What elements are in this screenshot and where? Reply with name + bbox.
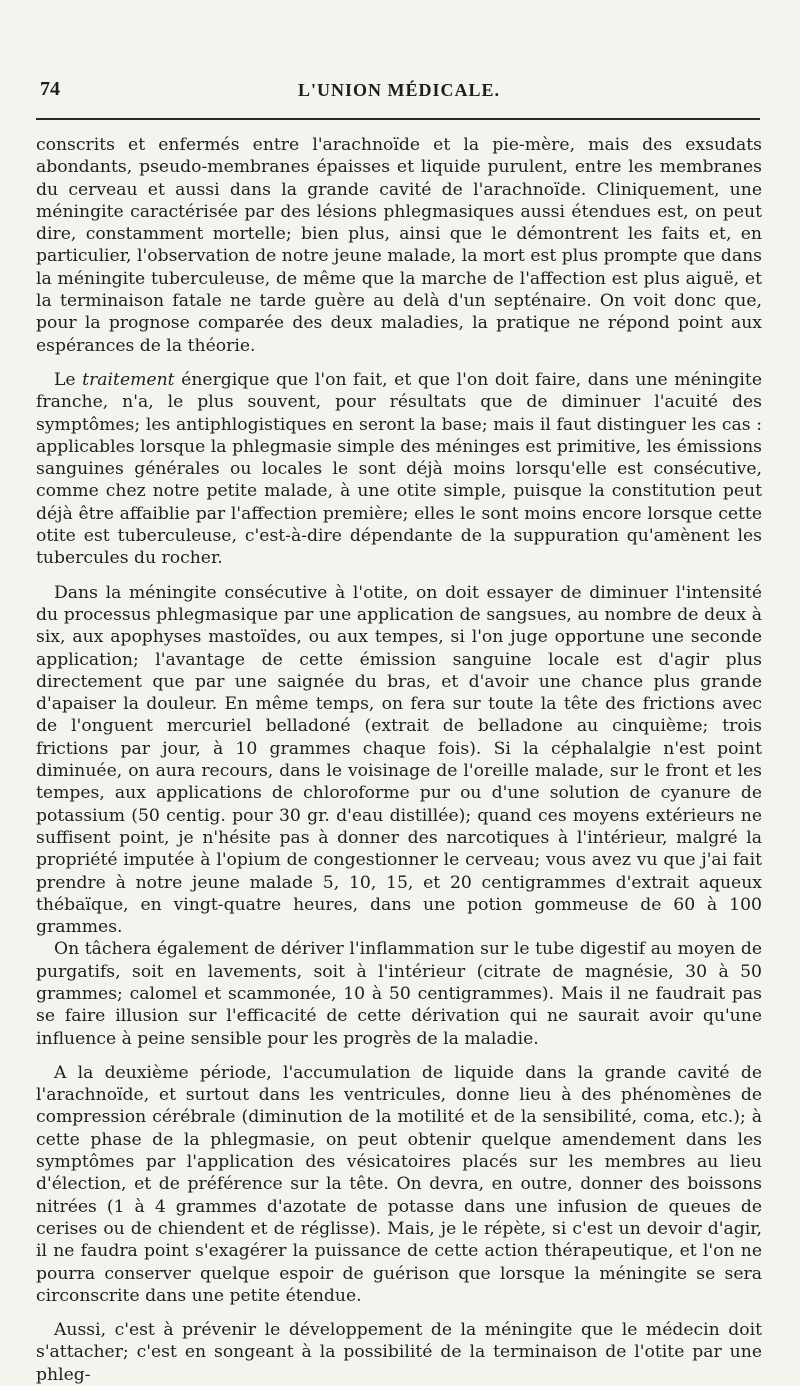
article-body <box>36 134 762 1386</box>
paragraph: Dans la méningite consécutive à l'otite, on doit essayer de diminuer l'intensité du processus phlegmasique par une application de sangsues, au nombre de deux à six, aux apophyses mastoïdes, ou aux tempes, si l'on juge opportune une seconde application; l'avantage de cette émission sanguine locale est d'agir plus directement que par une saignée du bras, et d'avoir une chance plus grande d'apaiser la douleur. En même temps, on fera sur toute la tête des frictions avec de l'onguent mercuriel belladoné (extrait de belladone au cinquième; trois frictions par jour, à 10 grammes chaque fois). Si la céphalalgie n'est point diminuée, on aura recours, dans le voisinage de l'oreille malade, sur le front et les tempes, aux applications de chloroforme pur ou d'une solution de cyanure de potassium (50 centig. pour 30 gr. d'eau distillée); quand ces moyens extérieurs ne suffisent point, je n'hésite pas à donner des narcotiques à l'intérieur, malgré la propriété imputée à l'opium de congestionner le cerveau; vous avez vu que j'ai fait prendre à notre jeune malade 5, 10, 15, et 20 centigrammes d'extrait aqueux thébaïque, en vingt-quatre heures, dans une potion gommeuse de 60 à 100 grammes. <box>36 582 762 938</box>
paragraph: On tâchera également de dériver l'inflammation sur le tube digestif au moyen de purgatifs, soit en lavements, soit à l'intérieur (citrate de magnésie, 30 à 50 grammes; calomel et scammonée, 10 à 50 centigrammes). Mais il ne faudrait pas se faire illusion sur l'efficacité de cette dérivation qui ne saurait avoir qu'une influence à peine sensible pour les progrès de la maladie. <box>36 939 762 1049</box>
paragraph-lead: Le <box>54 369 83 390</box>
running-title: L'UNION MÉDICALE. <box>297 80 501 100</box>
page-number: 74 <box>40 78 60 100</box>
paragraph <box>36 369 762 570</box>
paragraph: Aussi, c'est à prévenir le développement de la méningite que le médecin doit s'attacher; c'est en songeant à la possibilité de la terminaison de l'otite par une phleg- <box>36 1320 762 1385</box>
paragraph-text: énergique que l'on fait, et que l'on doit faire, dans une méningite franche, n'a, le plus souvent, pour résultats que de diminuer l'acuité des symptômes; les antiphlogistiques en seront la base; mais il faut distinguer les cas : applicables lorsque la phlegmasie simple des méninges est primitive, les émissions sanguines générales ou locales le sont déjà moins lorsqu'elle est consécutive, comme chez notre petite malade, à une otite simple, puisque la constitution peut déjà être affaiblie par l'affection première; elles le sont moins encore lorsque cette otite est tuberculeuse, c'est-à-dire dépendante de la suppuration qu'amènent les tubercules du rocher. <box>36 369 762 569</box>
paragraph: A la deuxième période, l'accumulation de liquide dans la grande cavité de l'arachnoïde, et surtout dans les ventricules, donne lieu à des phénomènes de compression cérébrale (diminution de la motilité et de la sensibilité, coma, etc.); à cette phase de la phlegmasie, on peut obtenir quelque amendement dans les symptômes par l'application des vésicatoires placés sur les membres au lieu d'élection, et de préférence sur la tête. On devra, en outre, donner des boissons nitrées (1 à 4 grammes d'azotate de potasse dans une infusion de queues de cerises ou de chiendent et de réglisse). Mais, je le répète, si c'est un devoir d'agir, il ne faudra point s'exagérer la puissance de cette action thérapeutique, et l'on ne pourra conserver quelque espoir de guérison que lorsque la méningite se sera circonscrite dans une petite étendue. <box>36 1062 762 1306</box>
page-header <box>36 78 762 108</box>
header-rule <box>36 118 760 120</box>
emphasized-term: traitement <box>82 369 175 390</box>
paragraph: conscrits et enfermés entre l'arachnoïde et la pie-mère, mais des exsudats abondants, pseudo-membranes épaisses et liquide purulent, entre les membranes du cerveau et aussi dans la grande cavité de l'arachnoïde. Cliniquement, une méningite caractérisée par des lésions phlegmasiques aussi étendues est, on peut dire, constamment mortelle; bien plus, ainsi que le démontrent les faits et, en particulier, l'observation de notre jeune malade, la mort est plus prompte que dans la méningite tuberculeuse, de même que la marche de l'affection est plus aiguë, et la terminaison fatale ne tarde guère au delà d'un septénaire. On voit donc que, pour la prognose comparée des deux maladies, la pratique ne répond point aux espérances de la théorie. <box>36 135 762 356</box>
